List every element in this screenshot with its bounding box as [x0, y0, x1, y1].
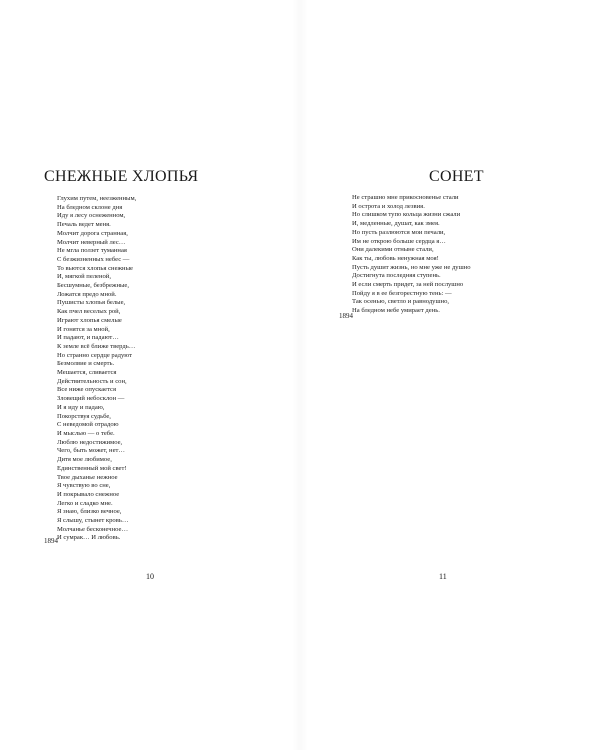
poem-line: И гонятся за мной,: [57, 325, 110, 333]
poem-line: Единственный мой свет!: [57, 464, 127, 472]
poem-line: И покрывало снежное: [57, 490, 120, 498]
poem-line: Чего, быть может, нет…: [57, 447, 125, 455]
poem-line: Как пчел веселых рой,: [57, 308, 121, 316]
right-page: [300, 0, 600, 750]
poem-line: Молчит неверный лес…: [57, 238, 126, 246]
poem-line: К земле всё ближе твердь…: [57, 342, 136, 350]
poem-line: Легко и сладко мне.: [57, 499, 113, 507]
poem-line: Играют хлопья смелые: [57, 316, 122, 324]
poem-line: И острота и холод лезвия.: [352, 202, 425, 210]
poem-line: Печаль ведет меня.: [57, 221, 111, 229]
poem-line: И мыслью — о тебе.: [57, 429, 115, 437]
poem-line: Покорствуя судьбе,: [57, 412, 111, 420]
poem-line: И сумрак… И любовь.: [57, 534, 121, 542]
poem-line: Но странно сердце радуют: [57, 351, 133, 359]
poem-line: Безмолвие и смерть.: [57, 360, 115, 368]
poem-line: На бледном склоне дня: [57, 203, 123, 211]
poem-year: 1894: [44, 537, 58, 545]
poem-line: И, мягкой пеленой,: [57, 273, 111, 281]
poem-line: Не страшно мне прикосновенье стали: [352, 194, 459, 201]
poem-line: Но слишком тупо кольца жизни сжали: [352, 211, 461, 219]
poem-line: Зловещий небосклон —: [57, 395, 125, 403]
poem-line: Мешается, сливается: [57, 369, 117, 377]
poem-line: И падают, и падают…: [57, 334, 119, 342]
poem-text: [352, 194, 471, 316]
poem-line: На бледном небе умирает день.: [352, 307, 440, 315]
poem-line: Пусть душит жизнь, но мне уже не душно: [352, 263, 471, 271]
poem-line: Я слышу, стынет кровь…: [57, 517, 129, 525]
poem-line: Я знаю, близко вечное,: [57, 508, 122, 516]
poem-line: Люблю недостижимое,: [57, 438, 123, 446]
poem-line: С безжизненных небес —: [57, 255, 130, 263]
poem-line: Бесшумные, безбрежные,: [57, 282, 129, 290]
poem-line: Им не открою больше сердца я…: [352, 237, 446, 245]
poem-line: Действительность и сон,: [57, 377, 127, 385]
poem-line: Как ты, любовь ненужная моя!: [352, 254, 439, 262]
poem-text: [57, 195, 136, 543]
poem-line: Все ниже опускается: [57, 386, 117, 394]
poem-line: Дитя мое любимое,: [57, 456, 112, 464]
poem-year: 1894: [339, 312, 353, 320]
poem-line: Достигнута последняя ступень.: [352, 272, 441, 280]
poem-line: С неведомой отрадою: [57, 421, 119, 429]
poem-line: Они далекими отныне стали,: [352, 246, 434, 254]
page-number: 10: [146, 572, 154, 581]
page-number: 11: [439, 572, 447, 581]
poem-line: Глухим путем, неезженным,: [57, 195, 137, 202]
poem-line: Я чувствую во сне,: [57, 482, 111, 490]
poem-line: Твое дыханье нежное: [57, 473, 118, 481]
poem-line: То вьются хлопья снежные: [57, 264, 133, 272]
poem-line: И если смерть придет, за ней послушно: [352, 281, 464, 289]
poem-line: И, медленные, душат, как змея.: [352, 220, 440, 228]
poem-title: СОНЕТ: [429, 168, 484, 185]
poem-line: Пойду я в ее безгорестную тень: —: [352, 289, 452, 297]
poem-line: Так осенью, светло и равнодушно,: [352, 298, 450, 306]
poem-line: Молчит дорога странная,: [57, 229, 128, 237]
poem-line: Не мгла ползет туманная: [57, 247, 127, 255]
poem-line: Но пусть разлюются мои печали,: [352, 228, 446, 236]
poem-line: Молчанье бесконечное…: [57, 525, 129, 533]
poem-line: Пушисты хлопья белые,: [57, 299, 126, 307]
poem-line: И я иду и падаю,: [57, 403, 105, 411]
poem-line: Ложатся предо мной.: [57, 290, 117, 298]
poem-title: СНЕЖНЫЕ ХЛОПЬЯ: [44, 168, 199, 185]
poem-line: Иду я лесу оснеженном,: [57, 212, 126, 220]
